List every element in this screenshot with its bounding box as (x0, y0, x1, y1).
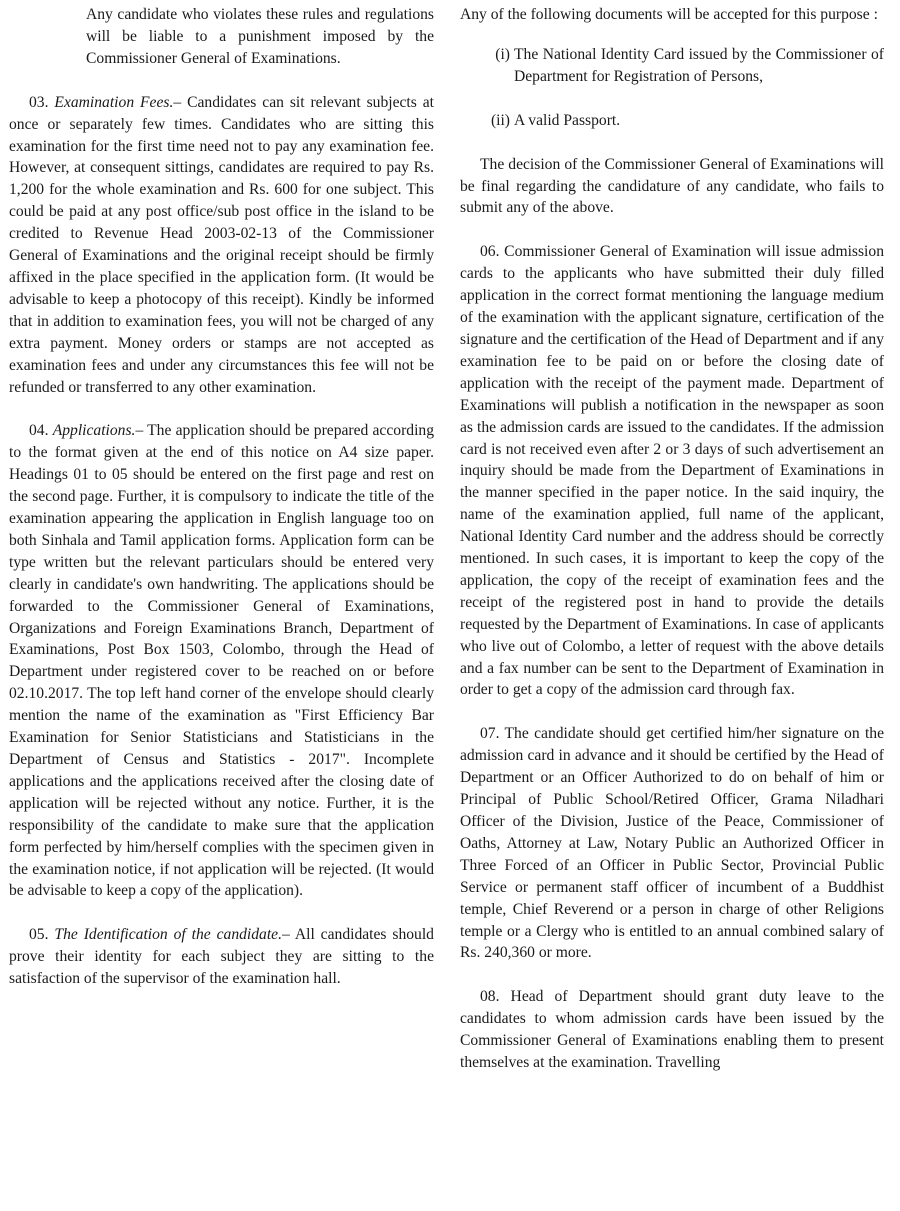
section-05-identification (9, 924, 434, 990)
section-body: All candidates should prove their identity for each subject they are sitting to the satisfaction of the supervisor of the examination hall. (9, 926, 434, 988)
section-06-admission-cards: 06. Commissioner General of Examination will issue admission cards to the applicants who have submitted their duly filled application in the correct format mentioning the language medium of the examination with the applicant signature, certification of the signature and the certification of the Head of Department and if any examination fee to be paid on or before the closing date of application with the receipt of the payment made. Department of Examinations will publish a notification in the newspaper as soon as the admission cards are issued to the candidates. If the admission card is not received even after 2 or 3 days of such advertisement an inquiry should be made from the Department of Examinations in the manner specified in the paper notice. In the said inquiry, the name of the examination applied, full name of the applicant, National Identity Card number and the address should be correctly mentioned. In such cases, it is important to keep the copy of the application, the copy of the receipt of examination fees and the receipt of the registered post in hand to provide the details requested by the Department of Examinations. In case of applicants who live out of Colombo, a letter of request with the above details and a fax number can be sent to the Department of Examination in order to get a copy of the admission card through fax. (460, 243, 884, 699)
section-body: The application should be prepared according to the format given at the end of this notice on A4 size paper. Headings 01 to 05 should be entered on the first page and rest on the second page. Further, it is compulsory to indicate the title of the examination appearing the application in English language too on both Sinhala and Tamil application forms. Application form can be type written but the relevant particulars should be entered very clearly in candidate's own handwriting. The applications should be forwarded to the Commissioner General of Examinations, Organizations and Foreign Examinations Branch, Department of Examinations, Post Box 1503, Colombo, through the Head of Department under registered cover to be reached on or before 02.10.2017. The top left hand corner of the envelope should clearly mention the name of the examination as "First Efficiency Bar Examination for Senior Statisticians and Statisticians in the Department of Census and Statistics - 2017". Incomplete applications and the applications received after the closing date of application will be rejected without any notice. Further, it is the responsibility of the candidate to make sure that the application form perfected by him/herself complies with the specimen given in the examination notice, if not application will be rejected. (It would be advisable to keep a copy of the application). (9, 422, 434, 900)
section-08-duty-leave: 08. Head of Department should grant duty leave to the candidates to whom admission cards have been issued by the Commissioner General of Examinations enabling them to present themselves at the examination. Travelling (460, 988, 884, 1072)
section-number: 05. (29, 926, 49, 944)
left-column (9, 4, 434, 1012)
list-item (460, 110, 884, 132)
section-04-applications (9, 420, 434, 902)
section-heading: Examination Fees. (54, 93, 174, 111)
section-03-examination-fees (9, 92, 434, 399)
list-item (460, 44, 884, 88)
heading-dash: – (282, 926, 290, 944)
section-number: 04. (29, 422, 49, 440)
accepted-documents-list (460, 44, 884, 132)
list-item-text: A valid Passport. (514, 111, 621, 129)
section-07-signature-certification: 07. The candidate should get certified him/her signature on the admission card in advance and it should be certified by the Head of Department or an Officer Authorized to do on behalf of him or Principal of Public School/Retired Officer, Grama Niladhari Officer of the Division, Justice of the Peace, Commissioner of Oaths, Attorney at Law, Notary Public an Authorized Officer in Three Forced of an Officer in Public Sector, Provincial Public Service or permanent staff officer of incumbent of a Buddhist temple, Chief Reverend or a person in charge of other Religions temple or a Clergy who is entitled to an annual combined salary of Rs. 240,360 or more. (460, 725, 884, 962)
list-item-text: The National Identity Card issued by the Commissioner of Department for Registration of Persons, (514, 45, 884, 85)
section-number: 03. (29, 93, 49, 111)
right-column (460, 4, 884, 1096)
section-heading: Applications. (52, 422, 136, 440)
list-item-number: (i) (495, 45, 510, 63)
penalty-clause: Any candidate who violates these rules and regulations will be liable to a punishment imposed by the Commissioner General of Examinations. (86, 6, 434, 67)
documents-intro: Any of the following documents will be accepted for this purpose : (460, 6, 878, 23)
section-heading: The Identification of the candidate. (54, 926, 282, 944)
heading-dash: – (135, 422, 144, 440)
decision-paragraph: The decision of the Commissioner General of Examinations will be final regarding the candidature of any candidate, who fails to submit any of the above. (460, 155, 884, 217)
heading-dash: – (173, 93, 182, 111)
list-item-number: (ii) (490, 111, 510, 129)
section-body: Candidates can sit relevant subjects at once or separately few times. Candidates who are sitting this examination for the first time need not to pay any examination fee. However, at consequent sittings, candidates are required to pay Rs. 1,200 for the whole examination and Rs. 600 for one subject. This could be paid at any post office/sub post office in the island to be credited to Revenue Head 2003-02-13 of the Commissioner General of Examinations and the original receipt should be firmly affixed in the place specified in the application form. (It would be advisable to keep a photocopy of this receipt). Kindly be informed that in addition to examination fees, you will not be charged of any extra payment. Money orders or stamps are not accepted as examination fees and under any circumstances this fee will not be refunded or transferred to any other examination. (9, 93, 434, 396)
